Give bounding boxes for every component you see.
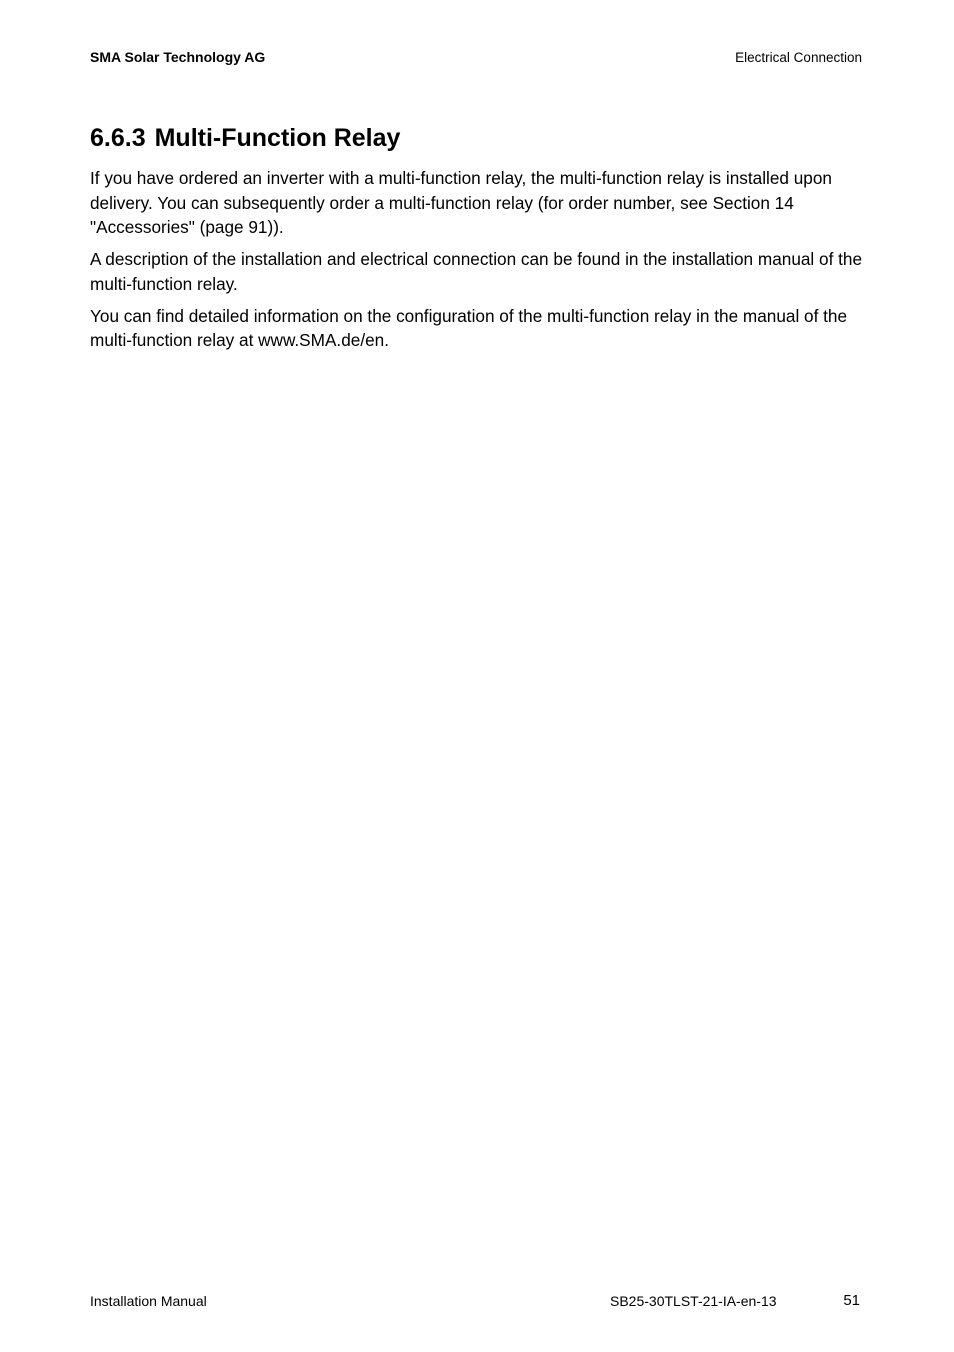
section-number: 6.6.3	[90, 124, 146, 152]
section-body	[90, 166, 870, 360]
header-company-name: SMA Solar Technology AG	[90, 49, 266, 65]
footer-page-number: 51	[843, 1292, 860, 1309]
footer-document-type: Installation Manual	[90, 1293, 207, 1309]
section-title: Multi-Function Relay	[154, 124, 401, 152]
paragraph-installation-reference: A description of the installation and electrical connection can be found in the installation manual of the multi-function relay.	[90, 249, 863, 294]
footer-document-code: SB25-30TLST-21-IA-en-13	[610, 1293, 777, 1309]
header-chapter-title: Electrical Connection	[735, 50, 862, 65]
section-heading	[90, 124, 400, 153]
paragraph-ordering-info: If you have ordered an inverter with a multi-function relay, the multi-function relay is installed upon delivery. You can subsequently order a multi-function relay (for order number, see Section 14 "Accessories" (page 91)).	[90, 168, 832, 238]
paragraph-configuration-reference: You can find detailed information on the configuration of the multi-function relay in the manual of the multi-function relay at www.SMA.de/en.	[90, 305, 848, 351]
